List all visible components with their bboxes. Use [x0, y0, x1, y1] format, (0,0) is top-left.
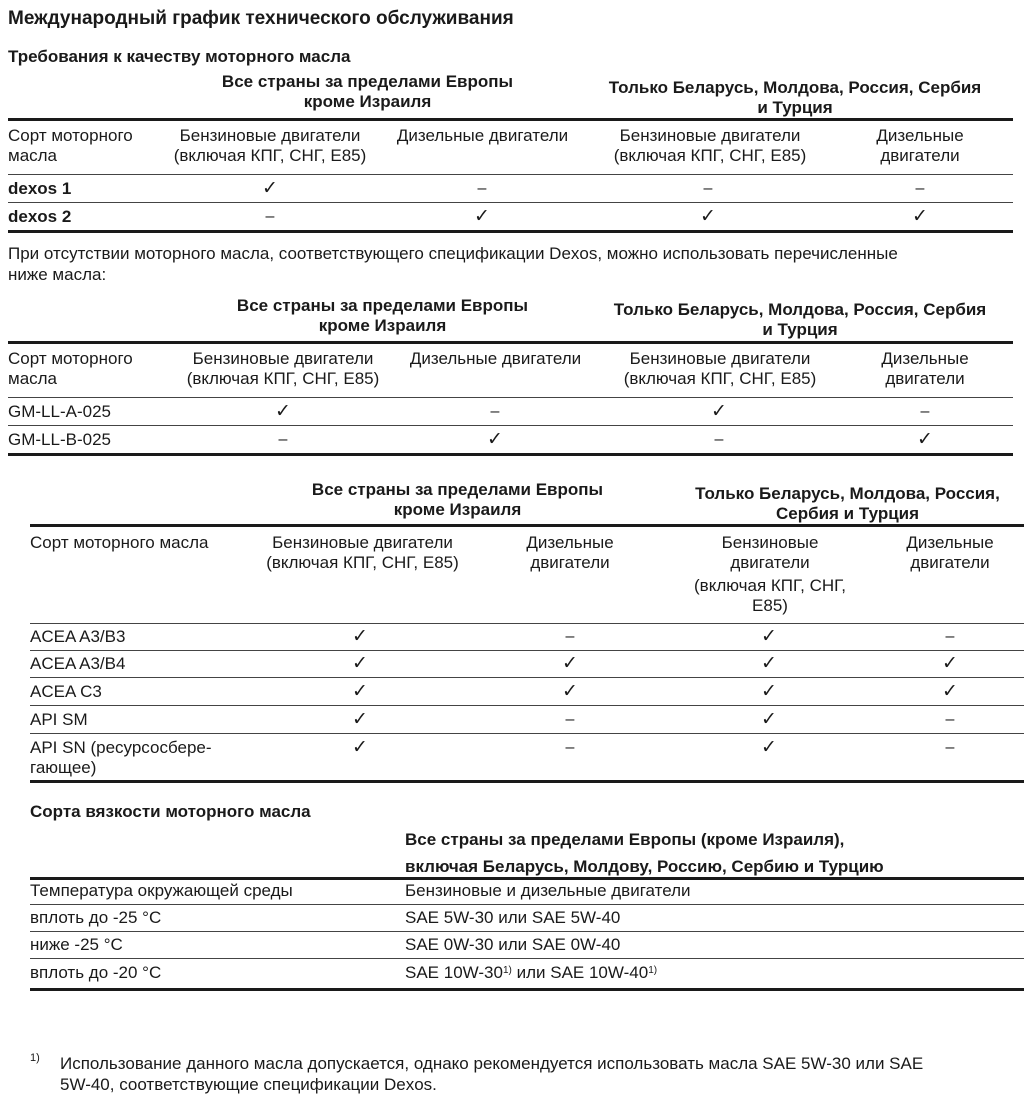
col-header-petrol-region: Бензиновые двигатели (включая КПГ, СНГ, Е85)	[613, 126, 807, 165]
table-row-oil: SAE 10W-30$^{1)}$ или SAE 10W-40$^{1)}$	[405, 963, 658, 982]
col-header-grade: Сорт моторного масла	[8, 349, 133, 388]
table-row-grade: API SN (ресурсосбере- гающее)	[30, 738, 212, 777]
col-header-petrol: Бензиновые двигатели (включая КПГ, СНГ, Е85)	[173, 126, 367, 165]
check-mark: ✓	[942, 653, 958, 674]
dash-mark: –	[565, 739, 575, 756]
col-header-grade: Сорт моторного масла	[8, 126, 133, 165]
check-mark: ✓	[352, 737, 368, 758]
dash-mark: –	[565, 711, 575, 728]
col-header-diesel-region: Дизельные двигатели	[881, 349, 969, 388]
dash-mark: –	[265, 208, 275, 225]
table-rule	[30, 650, 1024, 651]
col-header-diesel: Дизельные двигатели	[396, 126, 569, 145]
footnote-ref: 1)	[648, 965, 658, 976]
col-header-diesel: Дизельные двигатели	[409, 349, 582, 368]
check-mark: ✓	[562, 653, 578, 674]
check-mark: ✓	[761, 681, 777, 702]
table-row-grade: API SM	[30, 710, 88, 729]
footnote-text: Использование данного масла допускается, однако рекомендуется использовать масла SAE 5W-30 или SAE 5W-40, соответствующие спецификации Dexos.	[60, 1054, 924, 1094]
footnote-ref: 1)	[502, 965, 512, 976]
table-row-temperature: вплоть до -25 °C	[30, 908, 162, 927]
group-header-outside-europe: Все страны за пределами Европы кроме Израиля	[236, 296, 529, 335]
check-mark: ✓	[262, 178, 278, 199]
dash-mark: –	[915, 180, 925, 197]
check-mark: ✓	[352, 681, 368, 702]
dash-mark: –	[920, 403, 930, 420]
dash-mark: –	[945, 711, 955, 728]
check-mark: ✓	[912, 206, 928, 227]
table-rule	[30, 623, 1024, 624]
check-mark: ✓	[700, 206, 716, 227]
table-rule	[30, 677, 1024, 678]
table-rule	[30, 524, 1024, 527]
table-rule	[8, 397, 1013, 398]
dash-mark: –	[477, 180, 487, 197]
check-mark: ✓	[917, 429, 933, 450]
table-rule	[30, 733, 1024, 734]
col-header-grade: Сорт моторного масла	[30, 533, 209, 552]
check-mark: ✓	[761, 653, 777, 674]
check-mark: ✓	[487, 429, 503, 450]
table-rule	[8, 230, 1013, 233]
check-mark: ✓	[275, 401, 291, 422]
table-rule	[8, 118, 1013, 121]
table-rule	[30, 780, 1024, 783]
table-row-grade: dexos 1	[8, 179, 72, 198]
group-header-outside-europe: Все страны за пределами Европы кроме Израиля	[311, 480, 604, 519]
table-rule	[8, 174, 1013, 175]
table-rule	[8, 341, 1013, 344]
check-mark: ✓	[562, 681, 578, 702]
table-row-grade: ACEA A3/B3	[30, 627, 126, 646]
col-header-petrol: Бензиновые двигатели (включая КПГ, СНГ, Е85)	[266, 533, 459, 572]
check-mark: ✓	[352, 709, 368, 730]
col-header-diesel: Дизельные двигатели	[526, 533, 614, 572]
page-title: Международный график технического обслуживания	[8, 8, 514, 29]
table-row-grade: ACEA A3/B4	[30, 654, 126, 673]
group-header-russia-region: Только Беларусь, Молдова, Россия, Сербия и Турция	[608, 78, 982, 117]
group-header-all-countries: Все страны за пределами Европы (кроме Израиля), включая Беларусь, Молдову, Россию, Сербию и Турцию	[405, 830, 884, 876]
dash-mark: –	[703, 180, 713, 197]
section-heading-oil-quality: Требования к качеству моторного масла	[8, 47, 351, 66]
footnote-marker: 1)	[30, 1052, 40, 1064]
table-row-oil: SAE 0W-30 или SAE 0W-40	[405, 935, 621, 954]
check-mark: ✓	[761, 626, 777, 647]
check-mark: ✓	[352, 653, 368, 674]
check-mark: ✓	[942, 681, 958, 702]
dash-mark: –	[714, 431, 724, 448]
table-row-grade: GM-LL-A-025	[8, 402, 111, 421]
table-row-temperature: вплоть до -20 °C	[30, 963, 162, 982]
col-header-diesel-region: Дизельные двигатели	[906, 533, 994, 572]
table-rule	[8, 453, 1013, 456]
col-header-petrol-region: Бензиновые двигатели (включая КПГ, СНГ, Е85)	[623, 349, 817, 388]
check-mark: ✓	[352, 626, 368, 647]
col-header-petrol-region: Бензиновые двигатели (включая КПГ, СНГ, Е85)	[694, 533, 846, 615]
table-rule	[30, 988, 1024, 991]
col-header-temperature: Температура окружающей среды	[30, 881, 293, 900]
group-header-russia-region: Только Беларусь, Молдова, Россия, Сербия и Турция	[695, 484, 1000, 523]
dash-mark: –	[278, 431, 288, 448]
col-header-petrol: Бензиновые двигатели (включая КПГ, СНГ, Е85)	[186, 349, 380, 388]
check-mark: ✓	[474, 206, 490, 227]
dash-mark: –	[945, 739, 955, 756]
dash-mark: –	[490, 403, 500, 420]
table-rule	[8, 202, 1013, 203]
table-rule	[30, 877, 1024, 880]
table-row-oil: SAE 5W-30 или SAE 5W-40	[405, 908, 621, 927]
table-rule	[30, 958, 1024, 959]
table-row-grade: GM-LL-B-025	[8, 430, 111, 449]
table-row-grade: dexos 2	[8, 207, 72, 226]
col-header-engines: Бензиновые и дизельные двигатели	[405, 881, 691, 900]
group-header-outside-europe: Все страны за пределами Европы кроме Израиля	[221, 72, 514, 111]
group-header-russia-region: Только Беларусь, Молдова, Россия, Сербия и Турция	[613, 300, 987, 339]
table-row-grade: ACEA C3	[30, 682, 102, 701]
section-heading-viscosity: Сорта вязкости моторного масла	[30, 802, 311, 821]
table-rule	[8, 425, 1013, 426]
check-mark: ✓	[761, 737, 777, 758]
alternative-oils-intro: При отсутствии моторного масла, соответствующего спецификации Dexos, можно использовать перечисленные ниже масла:	[8, 244, 898, 284]
table-rule	[30, 931, 1024, 932]
table-rule	[30, 904, 1024, 905]
check-mark: ✓	[761, 709, 777, 730]
dash-mark: –	[565, 628, 575, 645]
table-rule	[30, 705, 1024, 706]
dash-mark: –	[945, 628, 955, 645]
table-row-temperature: ниже -25 °C	[30, 935, 123, 954]
check-mark: ✓	[711, 401, 727, 422]
col-header-diesel-region: Дизельные двигатели	[876, 126, 964, 165]
